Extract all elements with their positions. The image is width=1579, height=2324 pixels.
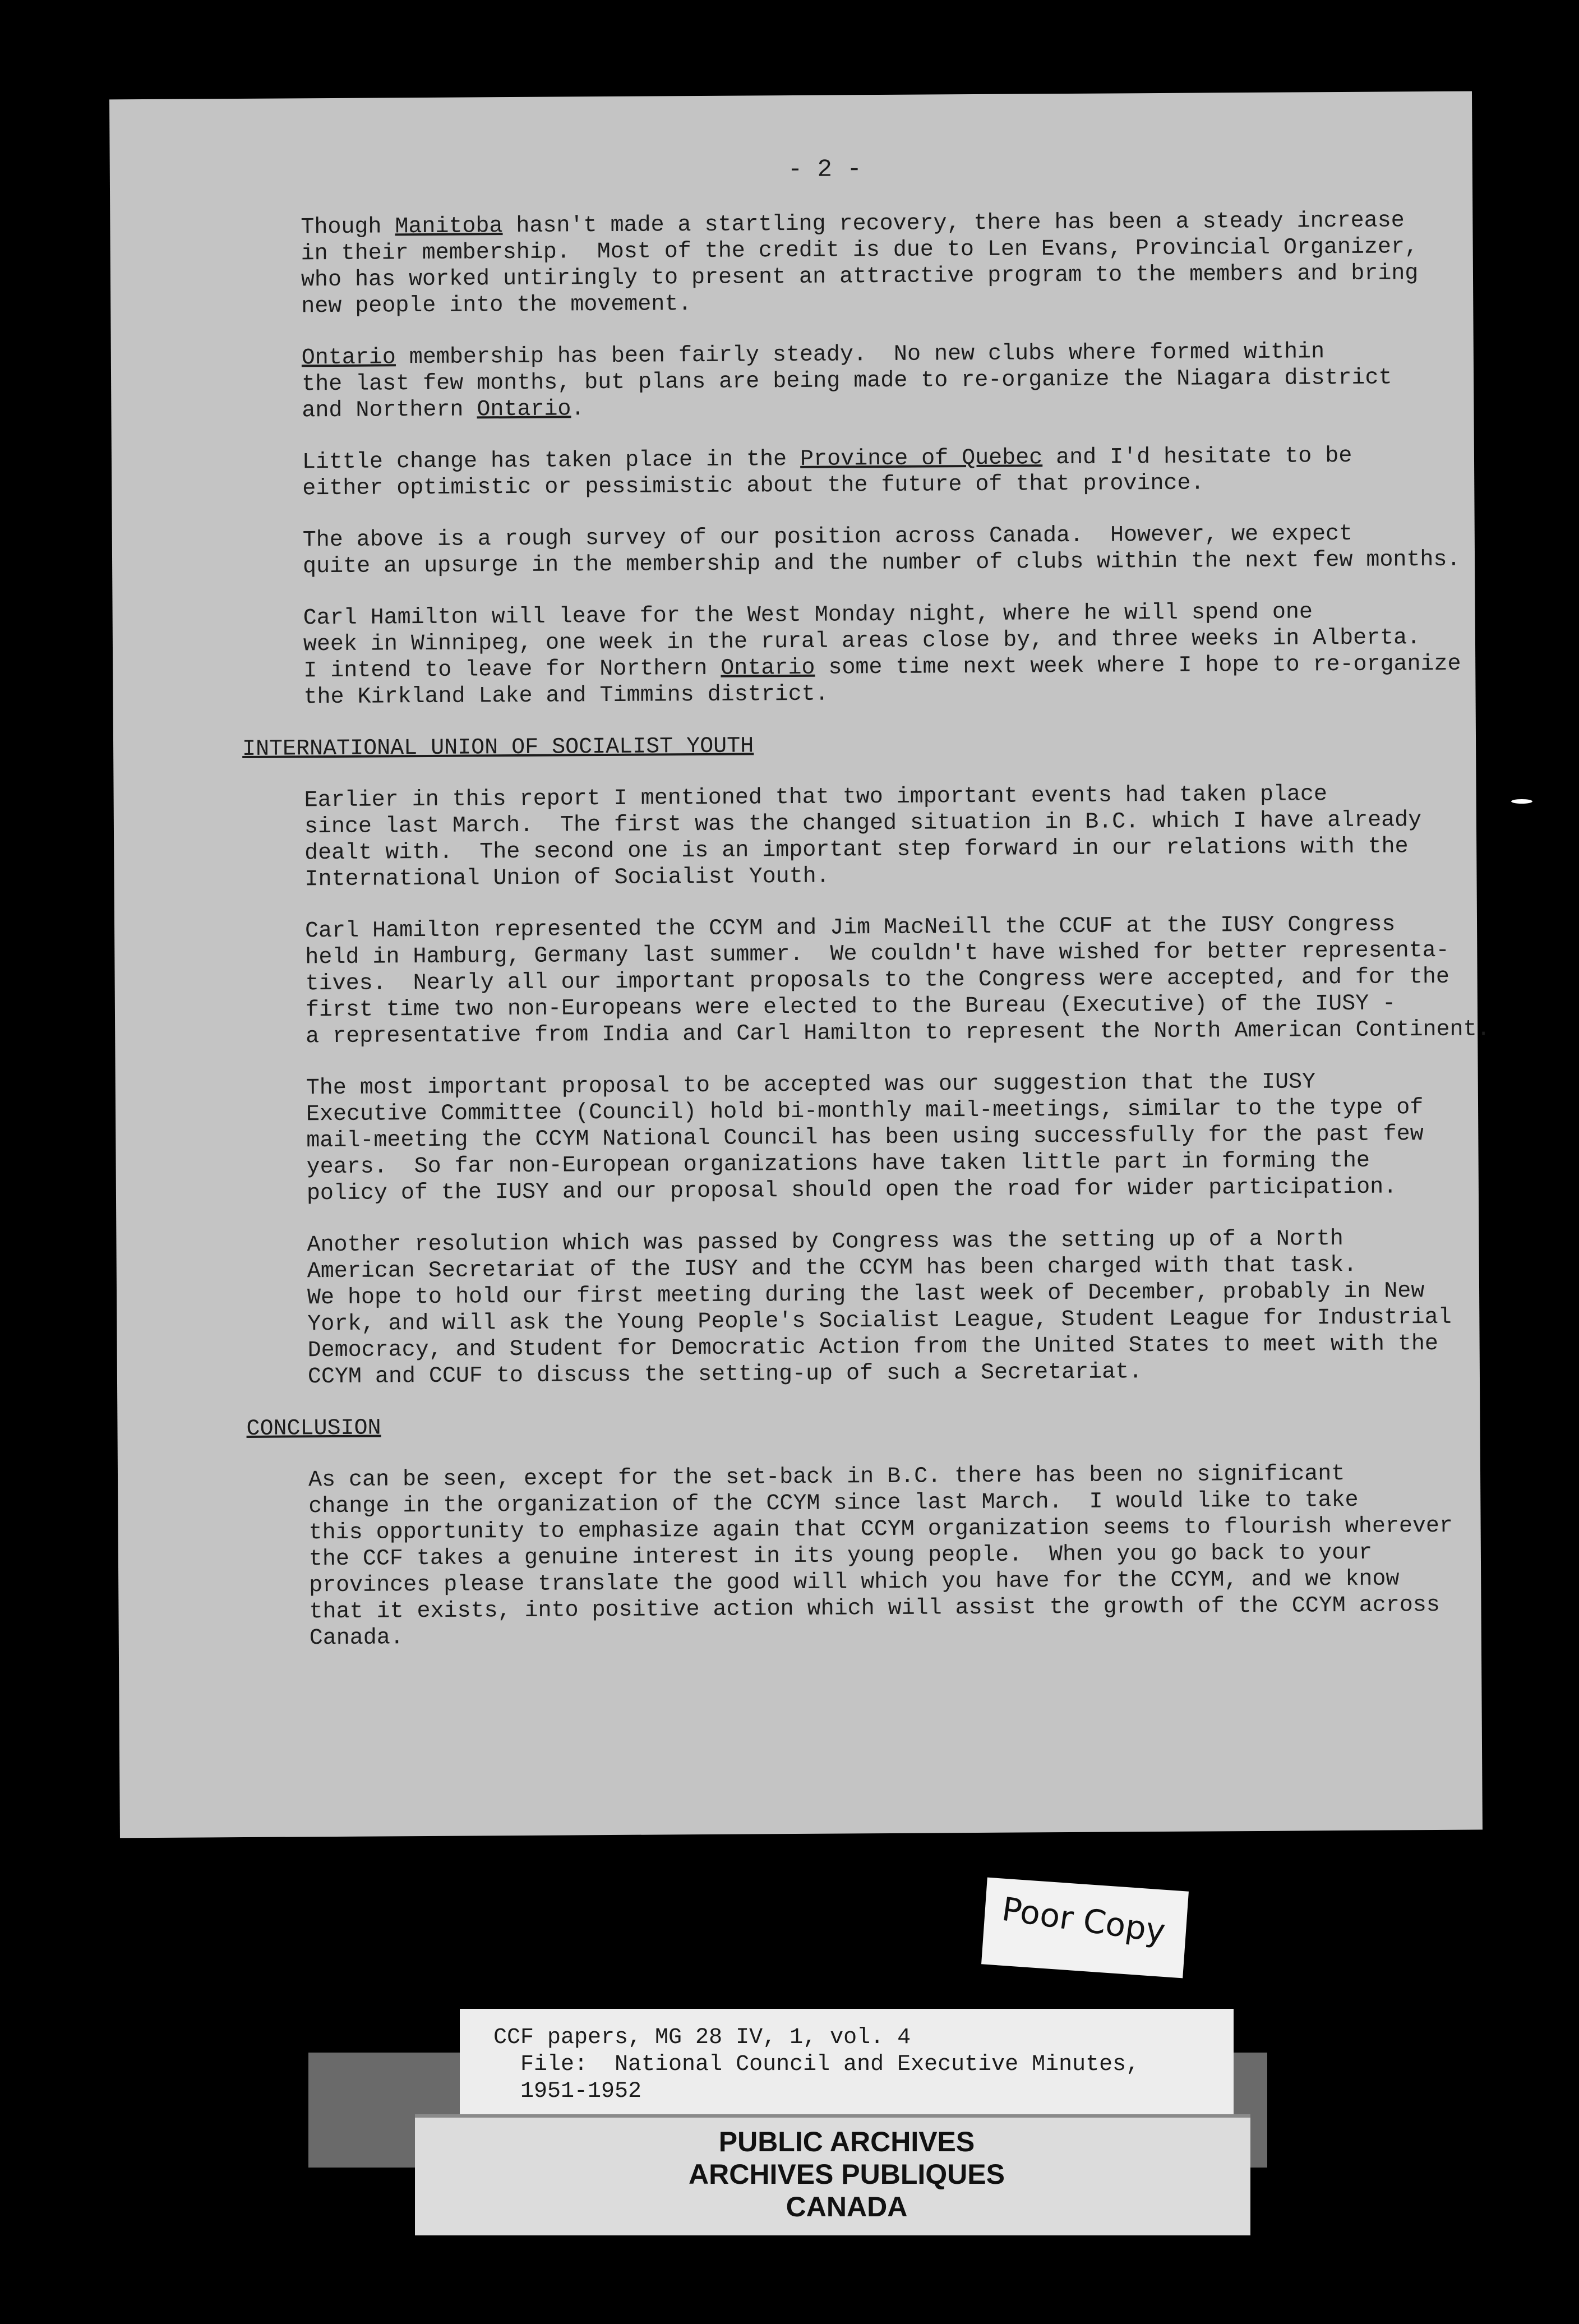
- text-line: the Kirkland Lake and Timmins district.: [303, 681, 829, 711]
- text-line: Earlier in this report I mentioned that two important events had taken place: [304, 782, 1328, 814]
- underlined-place-name: Ontario: [301, 345, 396, 371]
- iusy-section: [243, 781, 1490, 1391]
- text-line: The most important proposal to be accepted was our suggestion that the IUSY: [306, 1069, 1316, 1101]
- page-number: - 2 -: [787, 155, 862, 185]
- text-line: dealt with. The second one is an important step forward in our relations with the: [304, 834, 1409, 866]
- text-line: Another resolution which was passed by Congress was the setting up of a North: [307, 1226, 1343, 1258]
- body-paragraph: [242, 599, 1461, 711]
- text-line: The above is a rough survey of our position across Canada. However, we expect: [302, 521, 1353, 554]
- body-paragraph: [239, 208, 1419, 320]
- text-line: We hope to hold our first meeting during the last week of December, probably in New: [307, 1279, 1425, 1311]
- text-line: mail-meeting the CCYM National Council has been using successfully for the past few: [306, 1122, 1424, 1154]
- text-line: quite an upsurge in the membership and the number of clubs within the next few months.: [302, 547, 1461, 580]
- archive-label-line-2: File: National Council and Executive Minutes,: [493, 2052, 1140, 2077]
- body-paragraph: [240, 339, 1392, 425]
- text-line: either optimistic or pessimistic about the future of that province.: [302, 471, 1204, 502]
- conclusion-section: [247, 1461, 1453, 1652]
- text-line: Little change has taken place in the Province of Quebec and I'd hesitate to be: [302, 443, 1352, 476]
- text-line: York, and will ask the Young People's Socialist League, Student League for Industrial: [307, 1304, 1452, 1338]
- text-line: provinces please translate the good will which you have for the CCYM, and we know: [309, 1566, 1400, 1599]
- text-line: American Secretariat of the IUSY and the CCYM has been charged with that task.: [307, 1252, 1358, 1285]
- iusy-paragraph: [244, 1069, 1424, 1207]
- text-line: first time two non-Europeans were elected to the Bureau (Executive) of the IUSY -: [305, 991, 1396, 1023]
- archive-label-line-1: CCF papers, MG 28 IV, 1, vol. 4: [493, 2025, 911, 2050]
- text-line: tives. Nearly all our important proposals to the Congress were accepted, and for the: [305, 964, 1450, 997]
- heading-iusy: INTERNATIONAL UNION OF SOCIALIST YOUTH: [242, 734, 754, 762]
- handwritten-note-text: Poor Copy: [999, 1889, 1168, 1951]
- archive-stamp-line-3: CANADA: [786, 2191, 908, 2222]
- text-line: Ontario membership has been fairly steady. No new clubs where formed within: [301, 339, 1325, 371]
- text-line: Carl Hamilton represented the CCYM and Jim MacNeill the CCUF at the IUSY Congress: [304, 912, 1396, 944]
- text-line: I intend to leave for Northern Ontario some time next week where I hope to re-organize: [303, 651, 1461, 684]
- text-line: CCYM and CCUF to discuss the setting-up of such a Secretariat.: [307, 1359, 1143, 1390]
- text-line: the last few months, but plans are being made to re-organize the Niagara district: [301, 365, 1392, 398]
- iusy-paragraph: [243, 781, 1422, 893]
- text-line: this opportunity to emphasize again that CCYM organization seems to flourish wherever: [308, 1513, 1453, 1546]
- text-line: since last March. The first was the changed situation in B.C. which I have already: [304, 808, 1422, 840]
- text-line: International Union of Socialist Youth.: [304, 864, 830, 893]
- text-line: new people into the movement.: [301, 292, 692, 320]
- conclusion-paragraph: [247, 1461, 1453, 1652]
- text-line: that it exists, into positive action which will assist the growth of the CCYM across: [309, 1592, 1440, 1625]
- archive-label-line-3: 1951-1952: [493, 2079, 642, 2104]
- text-line: policy of the IUSY and our proposal should open the road for wider participation.: [306, 1174, 1397, 1207]
- heading-conclusion: CONCLUSION: [246, 1415, 381, 1442]
- underlined-place-name: Ontario: [477, 396, 571, 423]
- underlined-place-name: Manitoba: [395, 214, 503, 240]
- text-line: the CCF takes a genuine interest in its young people. When you go back to your: [308, 1540, 1373, 1573]
- text-line: Canada.: [309, 1625, 404, 1652]
- text-line: who has worked untiringly to present an attractive program to the members and bring: [301, 261, 1419, 293]
- speck-5: [1511, 799, 1532, 804]
- text-line: Though Manitoba hasn't made a startling recovery, there has been a steady increase: [301, 208, 1405, 241]
- archive-stamp-line-2: ARCHIVES PUBLIQUES: [689, 2159, 1005, 2190]
- document-page: [109, 91, 1490, 1838]
- handwritten-note: [981, 1878, 1189, 1979]
- text-line: held in Hamburg, Germany last summer. We couldn't have wished for better representa-: [305, 938, 1449, 971]
- archive-stamp-line-1: PUBLIC ARCHIVES: [718, 2126, 975, 2157]
- text-line: Executive Committee (Council) hold bi-monthly mail-meetings, similar to the type of: [306, 1095, 1424, 1128]
- body-section: [239, 208, 1461, 711]
- text-line: Democracy, and Student for Democratic Action from the United States to meet with the: [307, 1331, 1439, 1364]
- text-line: in their membership. Most of the credit is due to Len Evans, Provincial Organizer,: [301, 234, 1419, 267]
- body-paragraph: [241, 443, 1379, 502]
- text-line: years. So far non-European organizations have taken little part in forming the: [306, 1148, 1370, 1181]
- text-line: week in Winnipeg, one week in the rural areas close by, and three weeks in Alberta.: [303, 625, 1421, 658]
- iusy-paragraph: [245, 1226, 1452, 1391]
- text-line: change in the organization of the CCYM since last March. I would like to take: [308, 1487, 1359, 1520]
- text-line: As can be seen, except for the set-back in B.C. there has been no significant: [308, 1461, 1345, 1493]
- underlined-place-name: Ontario: [721, 655, 815, 681]
- text-line: a representative from India and Carl Hamilton to represent the North American Continent.: [306, 1017, 1490, 1050]
- text-line: and Northern Ontario.: [302, 396, 585, 424]
- iusy-paragraph: [243, 912, 1490, 1050]
- body-paragraph: [241, 521, 1461, 580]
- text-line: Carl Hamilton will leave for the West Monday night, where he will spend one: [303, 600, 1313, 631]
- underlined-place-name: Province of Quebec: [800, 445, 1043, 472]
- archive-stamp: [583, 2125, 1110, 2223]
